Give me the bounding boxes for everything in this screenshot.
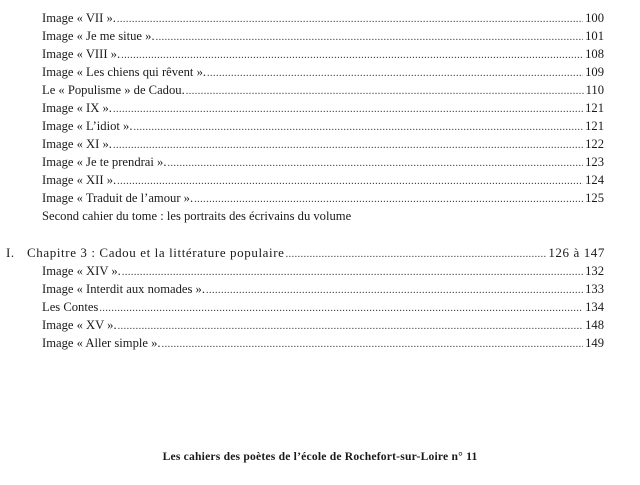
toc-entry [42, 9, 604, 27]
toc-entry [42, 153, 604, 171]
chapter-number: I. [6, 245, 15, 260]
toc-plain-line [42, 207, 604, 225]
toc-entry [42, 280, 604, 298]
toc-entry [42, 334, 604, 352]
toc-entry [42, 99, 604, 117]
toc-entry-page: 125 [585, 191, 604, 205]
toc-entry-page: 149 [585, 336, 604, 350]
toc-entry-page: 132 [585, 264, 604, 278]
toc-entry-page: 101 [585, 29, 604, 43]
toc-entry [42, 316, 604, 334]
toc-entry-label: Le « Populisme » de Cadou. [42, 83, 185, 97]
toc-entry-page: 109 [585, 65, 604, 79]
toc-entry-page: 133 [585, 282, 604, 296]
toc-entry-page: 123 [585, 155, 604, 169]
toc-entry-page: 100 [585, 11, 604, 25]
toc-entry-label: Image « VIII ». [42, 47, 121, 61]
toc-chapter-heading [6, 244, 605, 262]
toc-entry [42, 189, 604, 207]
toc-entry [42, 262, 604, 280]
toc-entry-label: Image « IX ». [42, 101, 112, 115]
chapter-pages: 126 à 147 [548, 245, 605, 260]
toc-entry-label: Image « Interdit aux nomades ». [42, 282, 205, 296]
toc-entry-page: 148 [585, 318, 604, 332]
toc-entry-label: Image « Aller simple ». [42, 336, 161, 350]
toc-entry-page: 122 [585, 137, 604, 151]
toc-entry-label: Image « XI ». [42, 137, 112, 151]
toc-entry-page: 110 [585, 83, 604, 97]
toc-entry-page: 121 [585, 119, 604, 133]
toc-entry [42, 298, 604, 316]
toc-entry-label: Les Contes [42, 300, 99, 314]
toc-entry-label: Image « XIV ». [42, 264, 121, 278]
toc-entry-label: Image « L’idiot ». [42, 119, 133, 133]
dot-leader [162, 336, 584, 354]
toc-entry-label: Image « XV ». [42, 318, 117, 332]
page-footer: Les cahiers des poètes de l’école de Rochefort-sur-Loire n° 11 [162, 450, 478, 463]
toc-entry-label: Image « XII ». [42, 173, 117, 187]
toc-entry-label: Image « Les chiens qui rêvent ». [42, 65, 207, 79]
toc-entry-label: Image « Je te prendrai ». [42, 155, 167, 169]
toc-entry-label: Image « VII ». [42, 11, 116, 25]
toc-entry-page: 121 [585, 101, 604, 115]
toc-entry-page: 134 [585, 300, 604, 314]
chapter-title: Chapitre 3 : Cadou et la littérature populaire [27, 245, 285, 260]
toc-entry-label: Image « Je me situe ». [42, 29, 155, 43]
toc-entry [42, 27, 604, 45]
toc-entry [42, 63, 604, 81]
toc-entry-label: Image « Traduit de l’amour ». [42, 191, 194, 205]
toc-entry-page: 124 [585, 173, 604, 187]
toc-entry-page: 108 [585, 47, 604, 61]
toc-entry [42, 171, 604, 189]
toc-plain-label: Second cahier du tome : les portraits des écrivains du volume [42, 209, 352, 223]
toc-entry [42, 45, 604, 63]
toc-entry [42, 117, 604, 135]
toc-entry [42, 135, 604, 153]
toc-entry [42, 81, 604, 99]
